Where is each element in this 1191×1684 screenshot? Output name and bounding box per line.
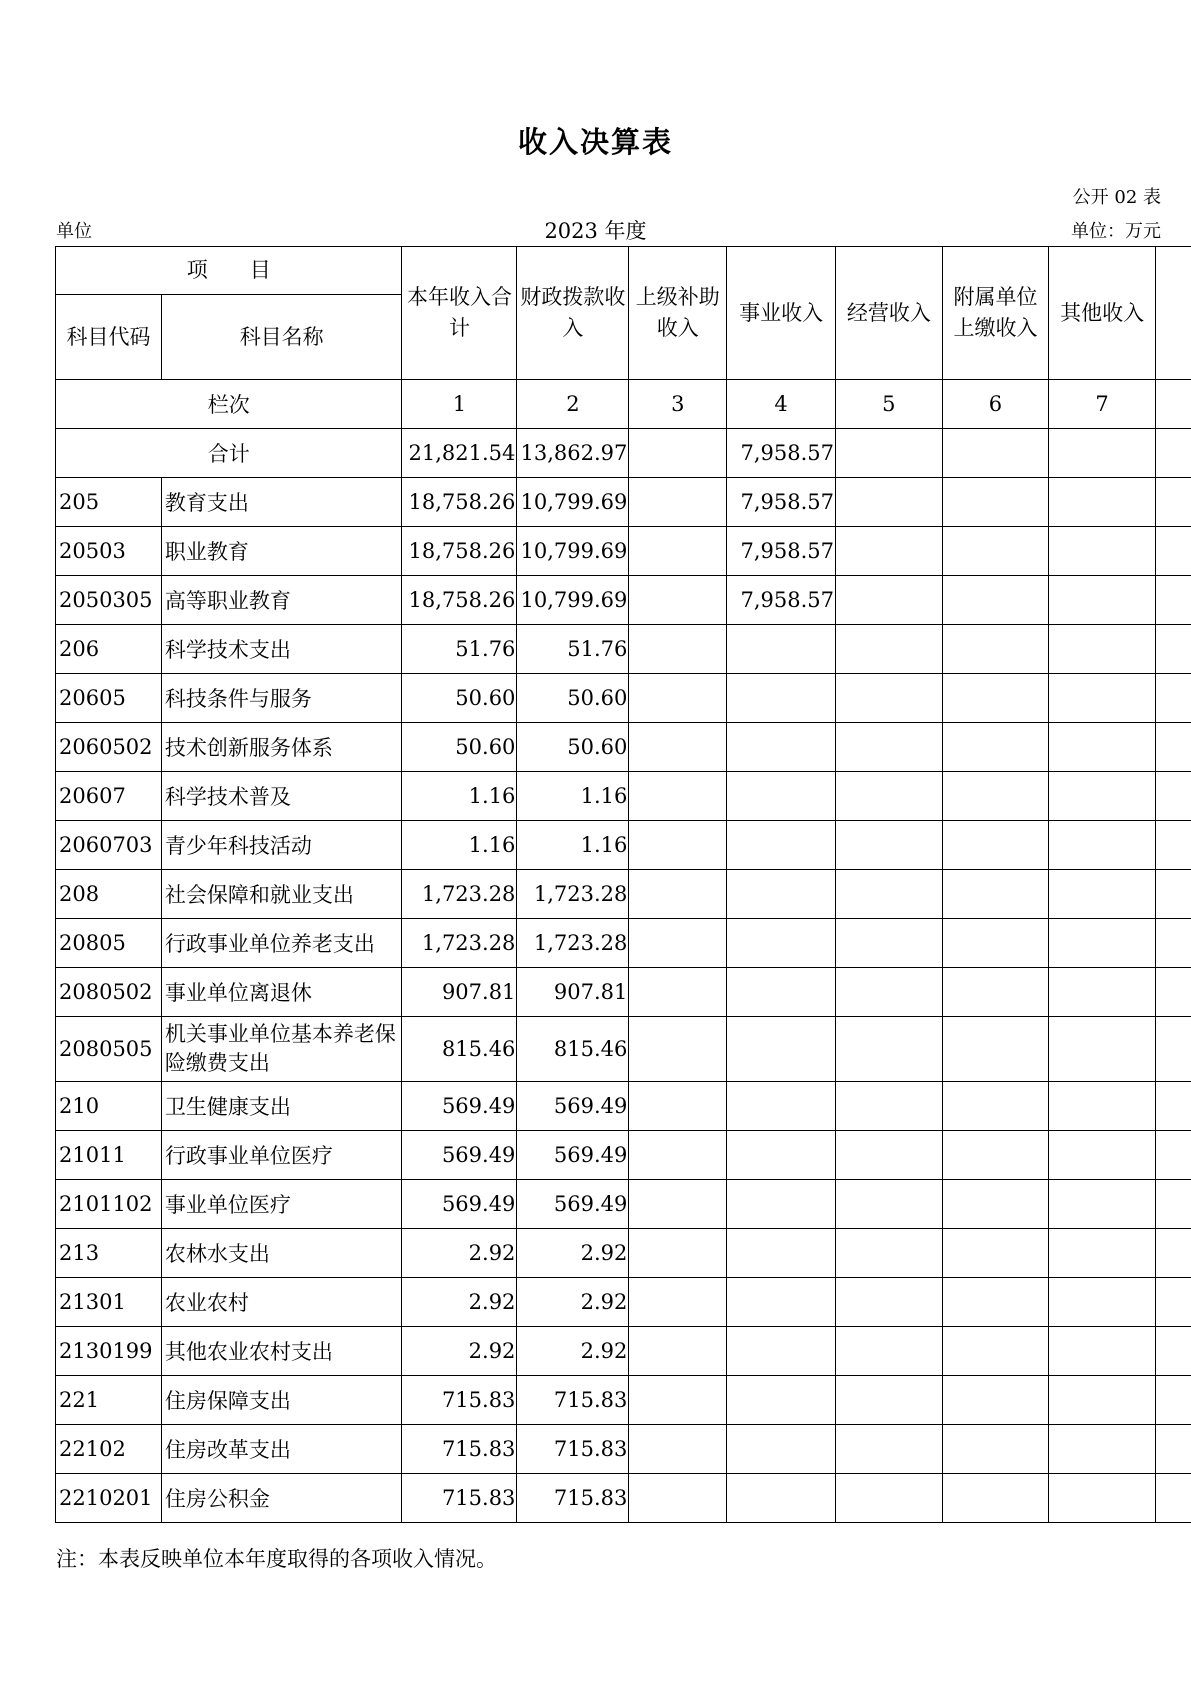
row-col7 [1049,625,1156,674]
row-col4 [727,723,836,772]
total-col5 [836,429,943,478]
row-col7 [1049,1327,1156,1376]
row-code: 2210201 [56,1474,162,1523]
header-col7: 其他收入 [1049,247,1156,380]
row-code: 205 [56,478,162,527]
row-col1: 1.16 [402,821,517,870]
row-col5 [836,674,943,723]
row-col7 [1049,1278,1156,1327]
row-col4 [727,821,836,870]
total-col6 [942,429,1049,478]
table-row [56,1425,1191,1474]
row-col1: 18,758.26 [402,527,517,576]
row-col5 [836,919,943,968]
row-col7 [1049,870,1156,919]
row-col5 [836,1474,943,1523]
row-col4 [727,1278,836,1327]
row-col2: 715.83 [517,1425,629,1474]
cut-column-cell [1155,527,1191,576]
row-col4 [727,968,836,1017]
row-col6 [942,1131,1049,1180]
row-name: 职业教育 [161,527,402,576]
row-col3 [629,1082,727,1131]
row-col3 [629,674,727,723]
row-col3 [629,1278,727,1327]
table-row [56,1229,1191,1278]
row-name: 事业单位离退休 [161,968,402,1017]
cut-column-cell [1155,674,1191,723]
table-row [56,772,1191,821]
header-col4: 事业收入 [727,247,836,380]
row-name: 高等职业教育 [161,576,402,625]
row-col7 [1049,821,1156,870]
row-col4 [727,625,836,674]
row-name: 科技条件与服务 [161,674,402,723]
footnote: 注：本表反映单位本年度取得的各项收入情况。 [56,1547,497,1571]
table-row [56,1376,1191,1425]
row-col5 [836,1082,943,1131]
table-row [56,968,1191,1017]
row-col4 [727,1229,836,1278]
row-name: 住房公积金 [161,1474,402,1523]
header-cut-column [1155,247,1191,380]
row-col2: 1.16 [517,772,629,821]
row-code: 208 [56,870,162,919]
row-col6 [942,625,1049,674]
cut-column-cell [1155,1425,1191,1474]
row-col6 [942,478,1049,527]
cut-column-cell [1155,1278,1191,1327]
row-col5 [836,968,943,1017]
table-row [56,821,1191,870]
row-col7 [1049,674,1156,723]
table-row [56,919,1191,968]
cut-column-cell [1155,1376,1191,1425]
row-col7 [1049,1229,1156,1278]
row-col1: 2.92 [402,1229,517,1278]
row-col2: 1.16 [517,821,629,870]
row-name: 技术创新服务体系 [161,723,402,772]
row-col2: 815.46 [517,1017,629,1082]
row-col4 [727,1425,836,1474]
row-col1: 2.92 [402,1278,517,1327]
row-name: 机关事业单位基本养老保险缴费支出 [161,1017,402,1082]
table-row [56,1327,1191,1376]
total-col7 [1049,429,1156,478]
fiscal-year: 2023 年度 [544,219,647,243]
table-row [56,1278,1191,1327]
row-col3 [629,772,727,821]
row-code: 221 [56,1376,162,1425]
row-col5 [836,1376,943,1425]
row-col4: 7,958.57 [727,576,836,625]
row-code: 20607 [56,772,162,821]
row-col2: 907.81 [517,968,629,1017]
row-col3 [629,527,727,576]
row-col5 [836,821,943,870]
row-name: 社会保障和就业支出 [161,870,402,919]
col-number: 6 [942,380,1049,429]
row-col1: 51.76 [402,625,517,674]
cut-column-cell [1155,919,1191,968]
row-col7 [1049,1017,1156,1082]
row-col4 [727,870,836,919]
row-col5 [836,1131,943,1180]
header-project: 项 目 [56,247,402,295]
table-row [56,1082,1191,1131]
row-col6 [942,1082,1049,1131]
row-name: 青少年科技活动 [161,821,402,870]
row-col5 [836,478,943,527]
cut-column-cell [1155,576,1191,625]
row-col6 [942,870,1049,919]
row-col3 [629,625,727,674]
row-col4 [727,1474,836,1523]
row-col6 [942,772,1049,821]
row-col1: 715.83 [402,1474,517,1523]
cut-column-cell [1155,1180,1191,1229]
cut-column-cell [1155,1131,1191,1180]
total-col4: 7,958.57 [727,429,836,478]
row-col5 [836,576,943,625]
row-col3 [629,870,727,919]
header-col1: 本年收入合计 [402,247,517,380]
row-col2: 2.92 [517,1327,629,1376]
row-col4 [727,1131,836,1180]
table-row [56,625,1191,674]
row-col5 [836,1017,943,1082]
cut-column-cell [1155,625,1191,674]
row-col6 [942,723,1049,772]
row-col5 [836,870,943,919]
row-col1: 569.49 [402,1180,517,1229]
row-col4 [727,1017,836,1082]
row-col3 [629,1425,727,1474]
col-number: 5 [836,380,943,429]
row-col1: 815.46 [402,1017,517,1082]
row-col2: 2.92 [517,1278,629,1327]
row-col4 [727,674,836,723]
cut-column-cell [1155,429,1191,478]
row-col4 [727,919,836,968]
col-number: 7 [1049,380,1156,429]
cut-column-cell [1155,1229,1191,1278]
row-col6 [942,821,1049,870]
row-name: 住房保障支出 [161,1376,402,1425]
row-col1: 715.83 [402,1376,517,1425]
row-col6 [942,1017,1049,1082]
row-name: 事业单位医疗 [161,1180,402,1229]
row-col6 [942,1376,1049,1425]
row-col7 [1049,968,1156,1017]
table-row [56,870,1191,919]
row-col1: 907.81 [402,968,517,1017]
row-col5 [836,723,943,772]
row-col6 [942,527,1049,576]
row-code: 213 [56,1229,162,1278]
row-col3 [629,723,727,772]
row-col4 [727,772,836,821]
header-col5: 经营收入 [836,247,943,380]
row-col2: 1,723.28 [517,919,629,968]
table-row [56,723,1191,772]
row-col3 [629,478,727,527]
table-row [56,674,1191,723]
header-lanci: 栏次 [56,380,402,429]
row-col4: 7,958.57 [727,527,836,576]
row-col1: 18,758.26 [402,576,517,625]
row-code: 206 [56,625,162,674]
cut-column-cell [1155,968,1191,1017]
row-col6 [942,576,1049,625]
total-row [56,429,1191,478]
row-code: 20605 [56,674,162,723]
row-code: 2080502 [56,968,162,1017]
row-col7 [1049,919,1156,968]
col-number: 4 [727,380,836,429]
row-code: 22102 [56,1425,162,1474]
row-col2: 50.60 [517,674,629,723]
row-col5 [836,1229,943,1278]
row-name: 农林水支出 [161,1229,402,1278]
row-code: 210 [56,1082,162,1131]
row-col3 [629,576,727,625]
row-col4 [727,1082,836,1131]
table-row [56,1474,1191,1523]
row-code: 20503 [56,527,162,576]
row-name: 卫生健康支出 [161,1082,402,1131]
row-col1: 715.83 [402,1425,517,1474]
row-code: 2050305 [56,576,162,625]
row-col7 [1049,1474,1156,1523]
row-col4 [727,1327,836,1376]
row-col2: 10,799.69 [517,576,629,625]
row-col2: 2.92 [517,1229,629,1278]
row-col1: 569.49 [402,1131,517,1180]
page-title: 收入决算表 [517,125,673,159]
row-code: 2060703 [56,821,162,870]
row-col1: 18,758.26 [402,478,517,527]
row-name: 科学技术支出 [161,625,402,674]
row-col6 [942,919,1049,968]
row-col5 [836,1425,943,1474]
row-col2: 51.76 [517,625,629,674]
cut-column-cell [1155,1082,1191,1131]
row-col1: 1,723.28 [402,870,517,919]
row-code: 2080505 [56,1017,162,1082]
col-number: 1 [402,380,517,429]
row-col5 [836,772,943,821]
table-row [56,478,1191,527]
col-number: 2 [517,380,629,429]
cut-column-cell [1155,1017,1191,1082]
row-col7 [1049,1376,1156,1425]
row-col3 [629,1229,727,1278]
header-col6: 附属单位上缴收入 [942,247,1049,380]
row-col2: 715.83 [517,1474,629,1523]
table-row [56,1180,1191,1229]
header-code: 科目代码 [56,295,162,380]
row-code: 2130199 [56,1327,162,1376]
form-number: 公开 02 表 [1072,187,1161,208]
row-col2: 1,723.28 [517,870,629,919]
col-number: 3 [629,380,727,429]
row-col3 [629,821,727,870]
unit-label: 单位 [56,221,92,242]
cut-column-cell [1155,723,1191,772]
row-name: 其他农业农村支出 [161,1327,402,1376]
cut-column-cell [1155,821,1191,870]
row-code: 2060502 [56,723,162,772]
row-col3 [629,1017,727,1082]
row-col6 [942,1278,1049,1327]
row-col6 [942,1425,1049,1474]
cut-column-cell [1155,870,1191,919]
row-name: 行政事业单位养老支出 [161,919,402,968]
cut-column-cell [1155,772,1191,821]
cut-column-cell [1155,478,1191,527]
table-row [56,1131,1191,1180]
row-name: 行政事业单位医疗 [161,1131,402,1180]
row-col2: 50.60 [517,723,629,772]
cut-column-cell [1155,1327,1191,1376]
header-name: 科目名称 [161,295,402,380]
row-col3 [629,919,727,968]
row-col2: 715.83 [517,1376,629,1425]
row-col4 [727,1180,836,1229]
table-row [56,1017,1191,1082]
row-col1: 2.92 [402,1327,517,1376]
row-col6 [942,968,1049,1017]
row-col1: 50.60 [402,674,517,723]
row-col3 [629,1376,727,1425]
row-col4: 7,958.57 [727,478,836,527]
row-col3 [629,1180,727,1229]
row-col1: 1.16 [402,772,517,821]
table-row [56,576,1191,625]
currency-unit: 单位：万元 [1071,221,1161,242]
row-col6 [942,1474,1049,1523]
income-table [55,246,1191,1523]
row-col6 [942,1180,1049,1229]
cut-column-cell [1155,380,1191,429]
row-name: 住房改革支出 [161,1425,402,1474]
row-name: 科学技术普及 [161,772,402,821]
row-col3 [629,1131,727,1180]
row-col3 [629,1327,727,1376]
row-col1: 1,723.28 [402,919,517,968]
row-col5 [836,527,943,576]
row-col4 [727,1376,836,1425]
row-col7 [1049,1425,1156,1474]
row-col6 [942,1327,1049,1376]
row-col7 [1049,723,1156,772]
row-col7 [1049,527,1156,576]
row-col2: 10,799.69 [517,478,629,527]
row-col2: 569.49 [517,1180,629,1229]
row-code: 2101102 [56,1180,162,1229]
cut-column-cell [1155,1474,1191,1523]
total-label: 合计 [56,429,402,478]
header-col2: 财政拨款收入 [517,247,629,380]
row-col2: 569.49 [517,1131,629,1180]
row-col7 [1049,1180,1156,1229]
row-col7 [1049,1082,1156,1131]
row-code: 20805 [56,919,162,968]
row-code: 21011 [56,1131,162,1180]
row-name: 农业农村 [161,1278,402,1327]
row-col5 [836,1278,943,1327]
row-col5 [836,625,943,674]
row-col1: 569.49 [402,1082,517,1131]
row-col7 [1049,772,1156,821]
row-col1: 50.60 [402,723,517,772]
row-name: 教育支出 [161,478,402,527]
row-col6 [942,1229,1049,1278]
row-code: 21301 [56,1278,162,1327]
row-col2: 569.49 [517,1082,629,1131]
header-col3: 上级补助收入 [629,247,727,380]
table-row [56,527,1191,576]
row-col7 [1049,478,1156,527]
row-col7 [1049,576,1156,625]
row-col2: 10,799.69 [517,527,629,576]
row-col6 [942,674,1049,723]
total-col2: 13,862.97 [517,429,629,478]
row-col7 [1049,1131,1156,1180]
total-col1: 21,821.54 [402,429,517,478]
row-col3 [629,968,727,1017]
row-col5 [836,1180,943,1229]
row-col3 [629,1474,727,1523]
row-col5 [836,1327,943,1376]
total-col3 [629,429,727,478]
